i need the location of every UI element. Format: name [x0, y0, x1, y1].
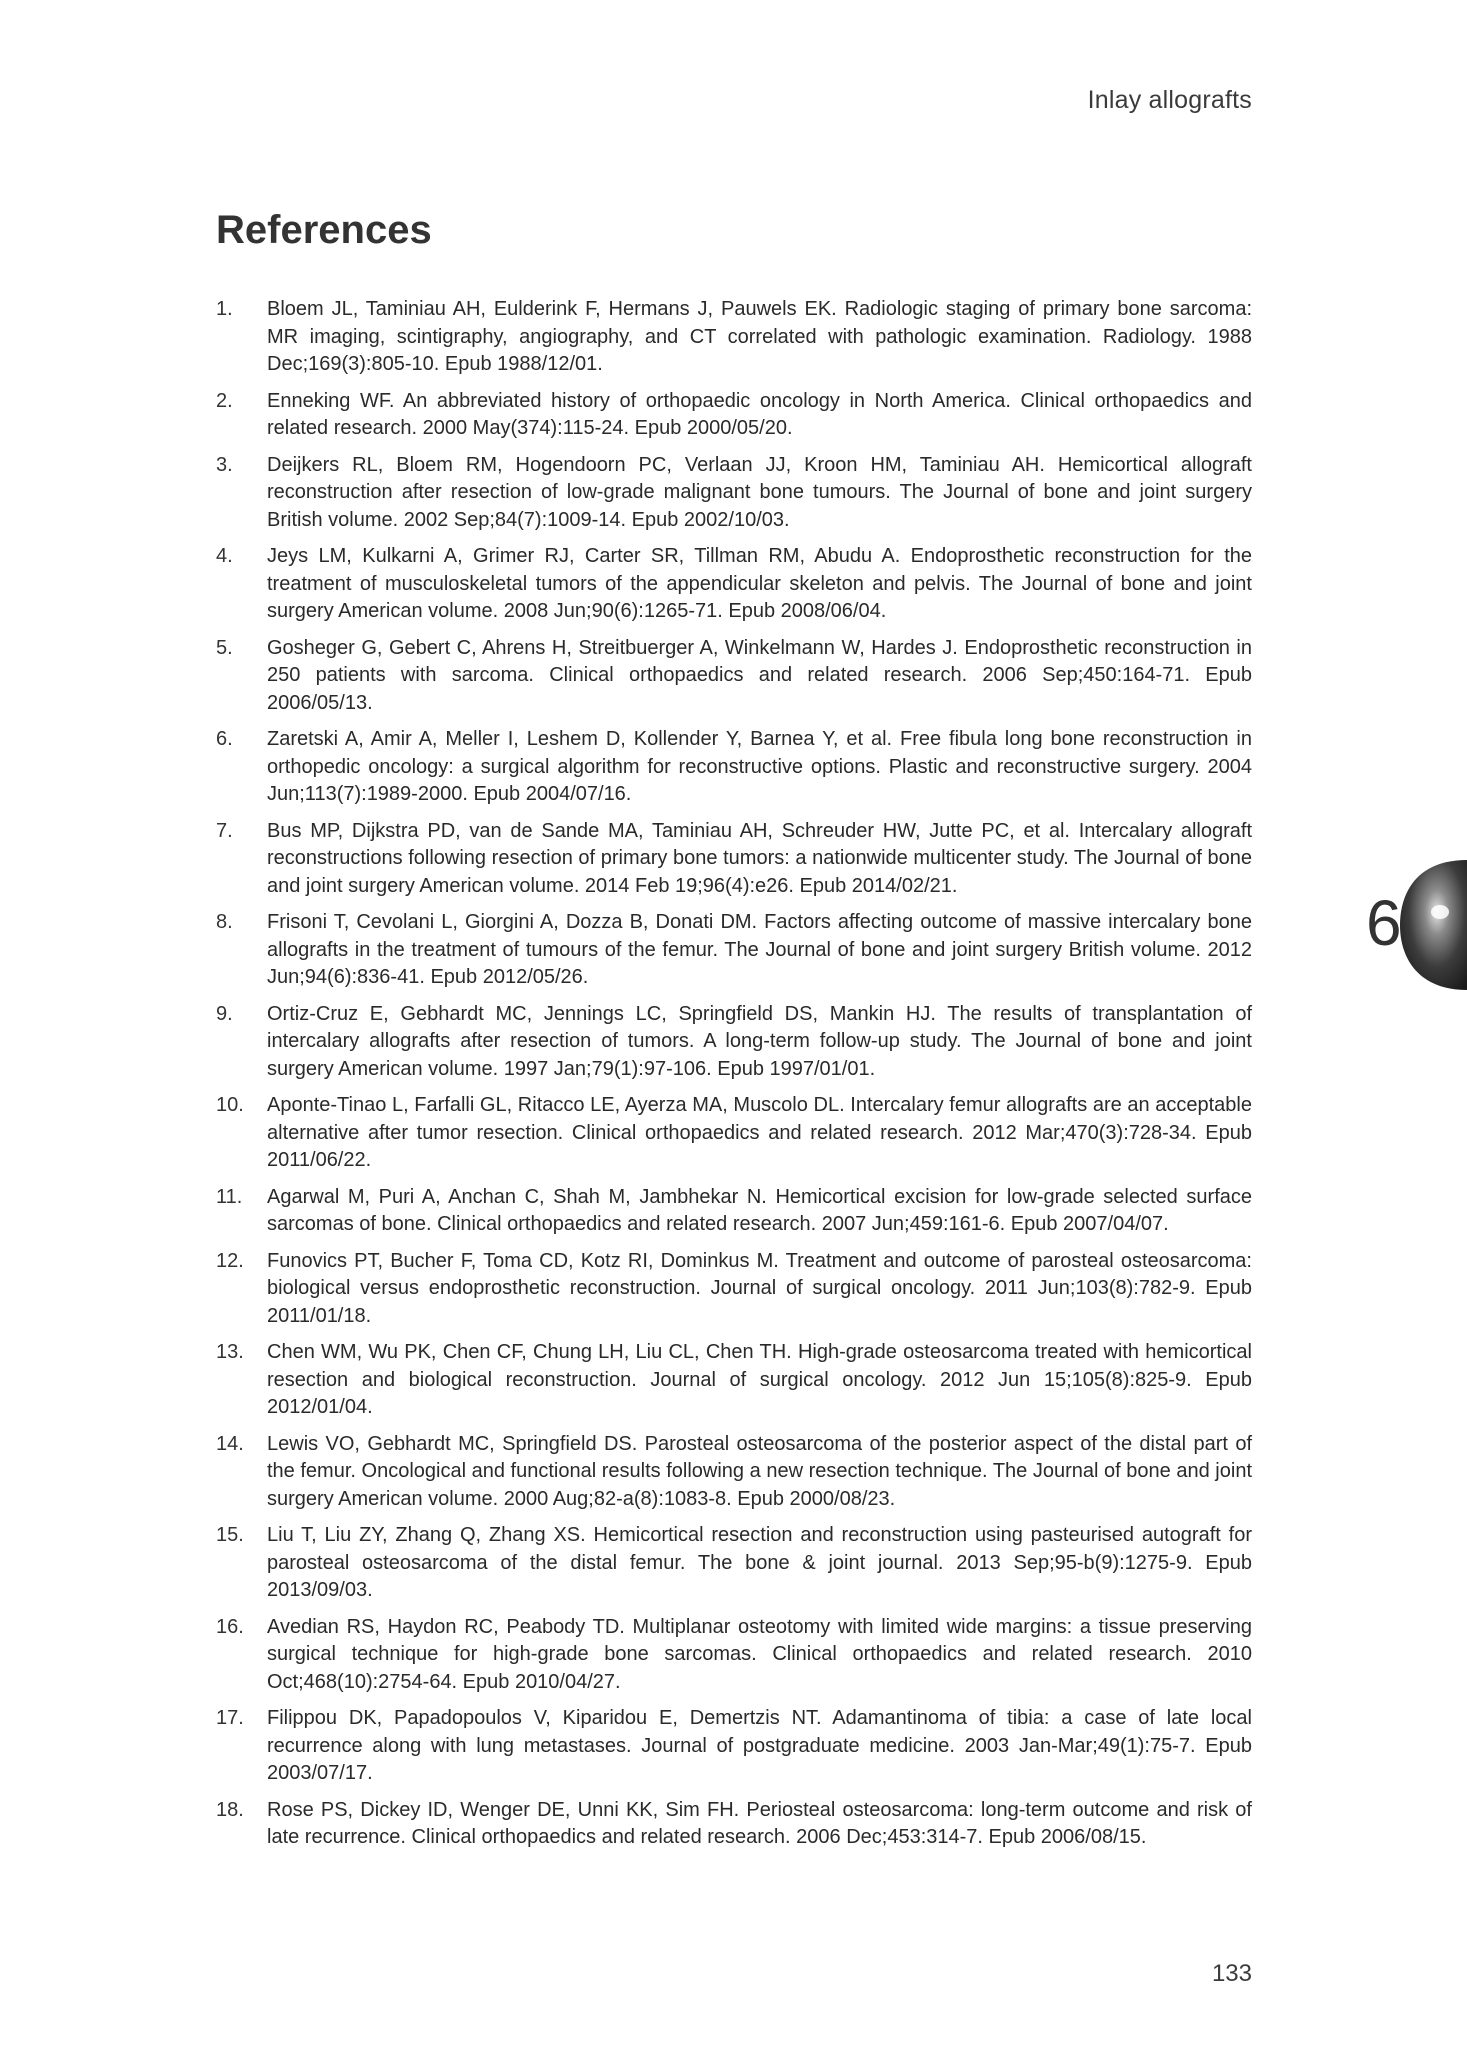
reference-item: [216, 452, 1252, 535]
reference-number: 1.: [216, 298, 233, 320]
reference-number: 6.: [216, 728, 233, 750]
reference-item: [216, 909, 1252, 992]
reference-list: [216, 296, 1252, 1861]
running-header: Inlay allografts: [1087, 86, 1252, 114]
reference-item: [216, 1248, 1252, 1331]
reference-item: [216, 1184, 1252, 1239]
reference-number: 12.: [216, 1249, 244, 1272]
reference-number: 17.: [216, 1707, 244, 1729]
reference-text: Gosheger G, Gebert C, Ahrens H, Streitbuerger A, Winkelmann W, Hardes J. Endoprosthetic reconstruction in 250 patients with sarcoma. Clinical orthopaedics and related research. 2006 Sep;450:164-71. Epub 2006/05/13.: [267, 636, 1252, 714]
reference-text: Chen WM, Wu PK, Chen CF, Chung LH, Liu CL, Chen TH. High-grade osteosarcoma treated with hemicortical resection and biological reconstruction. Journal of surgical oncology. 2012 Jun 15;105(8):825-9. Epub 2012/01/04.: [267, 1341, 1252, 1418]
reference-text: Jeys LM, Kulkarni A, Grimer RJ, Carter SR, Tillman RM, Abudu A. Endoprosthetic reconstruction for the treatment of musculoskeletal tumors of the appendicular skeleton and pelvis. The Journal of bone and joint surgery American volume. 2008 Jun;90(6):1265-71. Epub 2008/06/04.: [267, 545, 1252, 622]
page-title: References: [216, 208, 432, 252]
reference-item: [216, 818, 1252, 901]
reference-text: Liu T, Liu ZY, Zhang Q, Zhang XS. Hemicortical resection and reconstruction using pasteurised autograft for parosteal osteosarcoma of the distal femur. The bone & joint journal. 2013 Sep;95-b(9):1275-9. Epub 2013/09/03.: [267, 1524, 1252, 1601]
reference-number: 2.: [216, 389, 233, 412]
reference-item: [216, 1614, 1252, 1697]
reference-text: Ortiz-Cruz E, Gebhardt MC, Jennings LC, Springfield DS, Mankin HJ. The results of transplantation of intercalary allografts after resection of tumors. A long-term follow-up study. The Journal of bone and joint surgery American volume. 1997 Jan;79(1):97-106. Epub 1997/01/01.: [267, 1002, 1252, 1080]
reference-number: 14.: [216, 1432, 244, 1455]
reference-text: Agarwal M, Puri A, Anchan C, Shah M, Jambhekar N. Hemicortical excision for low-grade selected surface sarcomas of bone. Clinical orthopaedics and related research. 2007 Jun;459:161-6. Epub 2007/04/07.: [267, 1185, 1252, 1235]
chapter-number: 6: [1366, 887, 1402, 959]
reference-number: 16.: [216, 1615, 244, 1638]
reference-item: [216, 1001, 1252, 1084]
page-number: 133: [1211, 1960, 1252, 1987]
reference-text: Bus MP, Dijkstra PD, van de Sande MA, Taminiau AH, Schreuder HW, Jutte PC, et al. Intercalary allograft reconstructions following resection of primary bone tumors: a nationwide multicenter study. The Journal of bone and joint surgery American volume. 2014 Feb 19;96(4):e26. Epub 2014/02/21.: [267, 819, 1252, 897]
reference-text: Aponte-Tinao L, Farfalli GL, Ritacco LE, Ayerza MA, Muscolo DL. Intercalary femur allografts are an acceptable alternative after tumor resection. Clinical orthopaedics and related research. 2012 Mar;470(3):728-34. Epub 2011/06/22.: [267, 1094, 1252, 1171]
reference-item: [216, 1705, 1252, 1788]
reference-number: 15.: [216, 1524, 244, 1546]
reference-item: [216, 1092, 1252, 1175]
reference-number: 4.: [216, 545, 233, 567]
reference-number: 18.: [216, 1798, 244, 1821]
reference-text: Avedian RS, Haydon RC, Peabody TD. Multiplanar osteotomy with limited wide margins: a tissue preserving surgical technique for high-grade bone sarcomas. Clinical orthopaedics and related research. 2010 Oct;468(10):2754-64. Epub 2010/04/27.: [267, 1615, 1252, 1693]
reference-text: Frisoni T, Cevolani L, Giorgini A, Dozza B, Donati DM. Factors affecting outcome of massive intercalary bone allografts in the treatment of tumours of the femur. The Journal of bone and joint surgery British volume. 2012 Jun;94(6):836-41. Epub 2012/05/26.: [267, 911, 1252, 988]
reference-number: 13.: [216, 1341, 244, 1363]
reference-item: [216, 1431, 1252, 1514]
reference-number: 8.: [216, 911, 233, 933]
reference-item: [216, 388, 1252, 443]
reference-text: Rose PS, Dickey ID, Wenger DE, Unni KK, Sim FH. Periosteal osteosarcoma: long-term outcome and risk of late recurrence. Clinical orthopaedics and related research. 2006 Dec;453:314-7. Epub 2006/08/15.: [267, 1798, 1252, 1848]
reference-number: 10.: [216, 1094, 244, 1116]
reference-item: [216, 543, 1252, 626]
reference-item: [216, 1522, 1252, 1605]
reference-item: [216, 296, 1252, 379]
reference-text: Filippou DK, Papadopoulos V, Kiparidou E, Demertzis NT. Adamantinoma of tibia: a case of late local recurrence along with lung metastases. Journal of postgraduate medicine. 2003 Jan-Mar;49(1):75-7. Epub 2003/07/17.: [267, 1707, 1252, 1784]
reference-number: 11.: [216, 1185, 243, 1208]
reference-item: [216, 635, 1252, 718]
reference-text: Deijkers RL, Bloem RM, Hogendoorn PC, Verlaan JJ, Kroon HM, Taminiau AH. Hemicortical allograft reconstruction after resection of low-grade malignant bone tumours. The Journal of bone and joint surgery British volume. 2002 Sep;84(7):1009-14. Epub 2002/10/03.: [267, 453, 1252, 531]
reference-text: Zaretski A, Amir A, Meller I, Leshem D, Kollender Y, Barnea Y, et al. Free fibula long bone reconstruction in orthopedic oncology: a surgical algorithm for reconstructive options. Plastic and reconstructive surgery. 2004 Jun;113(7):1989-2000. Epub 2004/07/16.: [267, 728, 1252, 805]
reference-item: [216, 1797, 1252, 1852]
reference-item: [216, 1339, 1252, 1422]
reference-item: [216, 726, 1252, 809]
reference-text: Funovics PT, Bucher F, Toma CD, Kotz RI, Dominkus M. Treatment and outcome of parosteal osteosarcoma: biological versus endoprosthetic reconstruction. Journal of surgical oncology. 2011 Jun;103(8):782-9. Epub 2011/01/18.: [267, 1249, 1252, 1327]
reference-number: 3.: [216, 453, 233, 476]
reference-text: Lewis VO, Gebhardt MC, Springfield DS. Parosteal osteosarcoma of the posterior aspect of the distal part of the femur. Oncological and functional results following a new resection technique. The Journal of bone and joint surgery American volume. 2000 Aug;82-a(8):1083-8. Epub 2000/08/23.: [267, 1432, 1252, 1510]
reference-number: 9.: [216, 1002, 233, 1025]
reference-text: Enneking WF. An abbreviated history of orthopaedic oncology in North America. Clinical orthopaedics and related research. 2000 May(374):115-24. Epub 2000/05/20.: [267, 389, 1252, 439]
reference-text: Bloem JL, Taminiau AH, Eulderink F, Hermans J, Pauwels EK. Radiologic staging of primary bone sarcoma: MR imaging, scintigraphy, angiography, and CT correlated with pathologic examination. Radiology. 1988 Dec;169(3):805-10. Epub 1988/12/01.: [267, 298, 1252, 375]
reference-number: 7.: [216, 819, 233, 842]
reference-number: 5.: [216, 636, 233, 659]
